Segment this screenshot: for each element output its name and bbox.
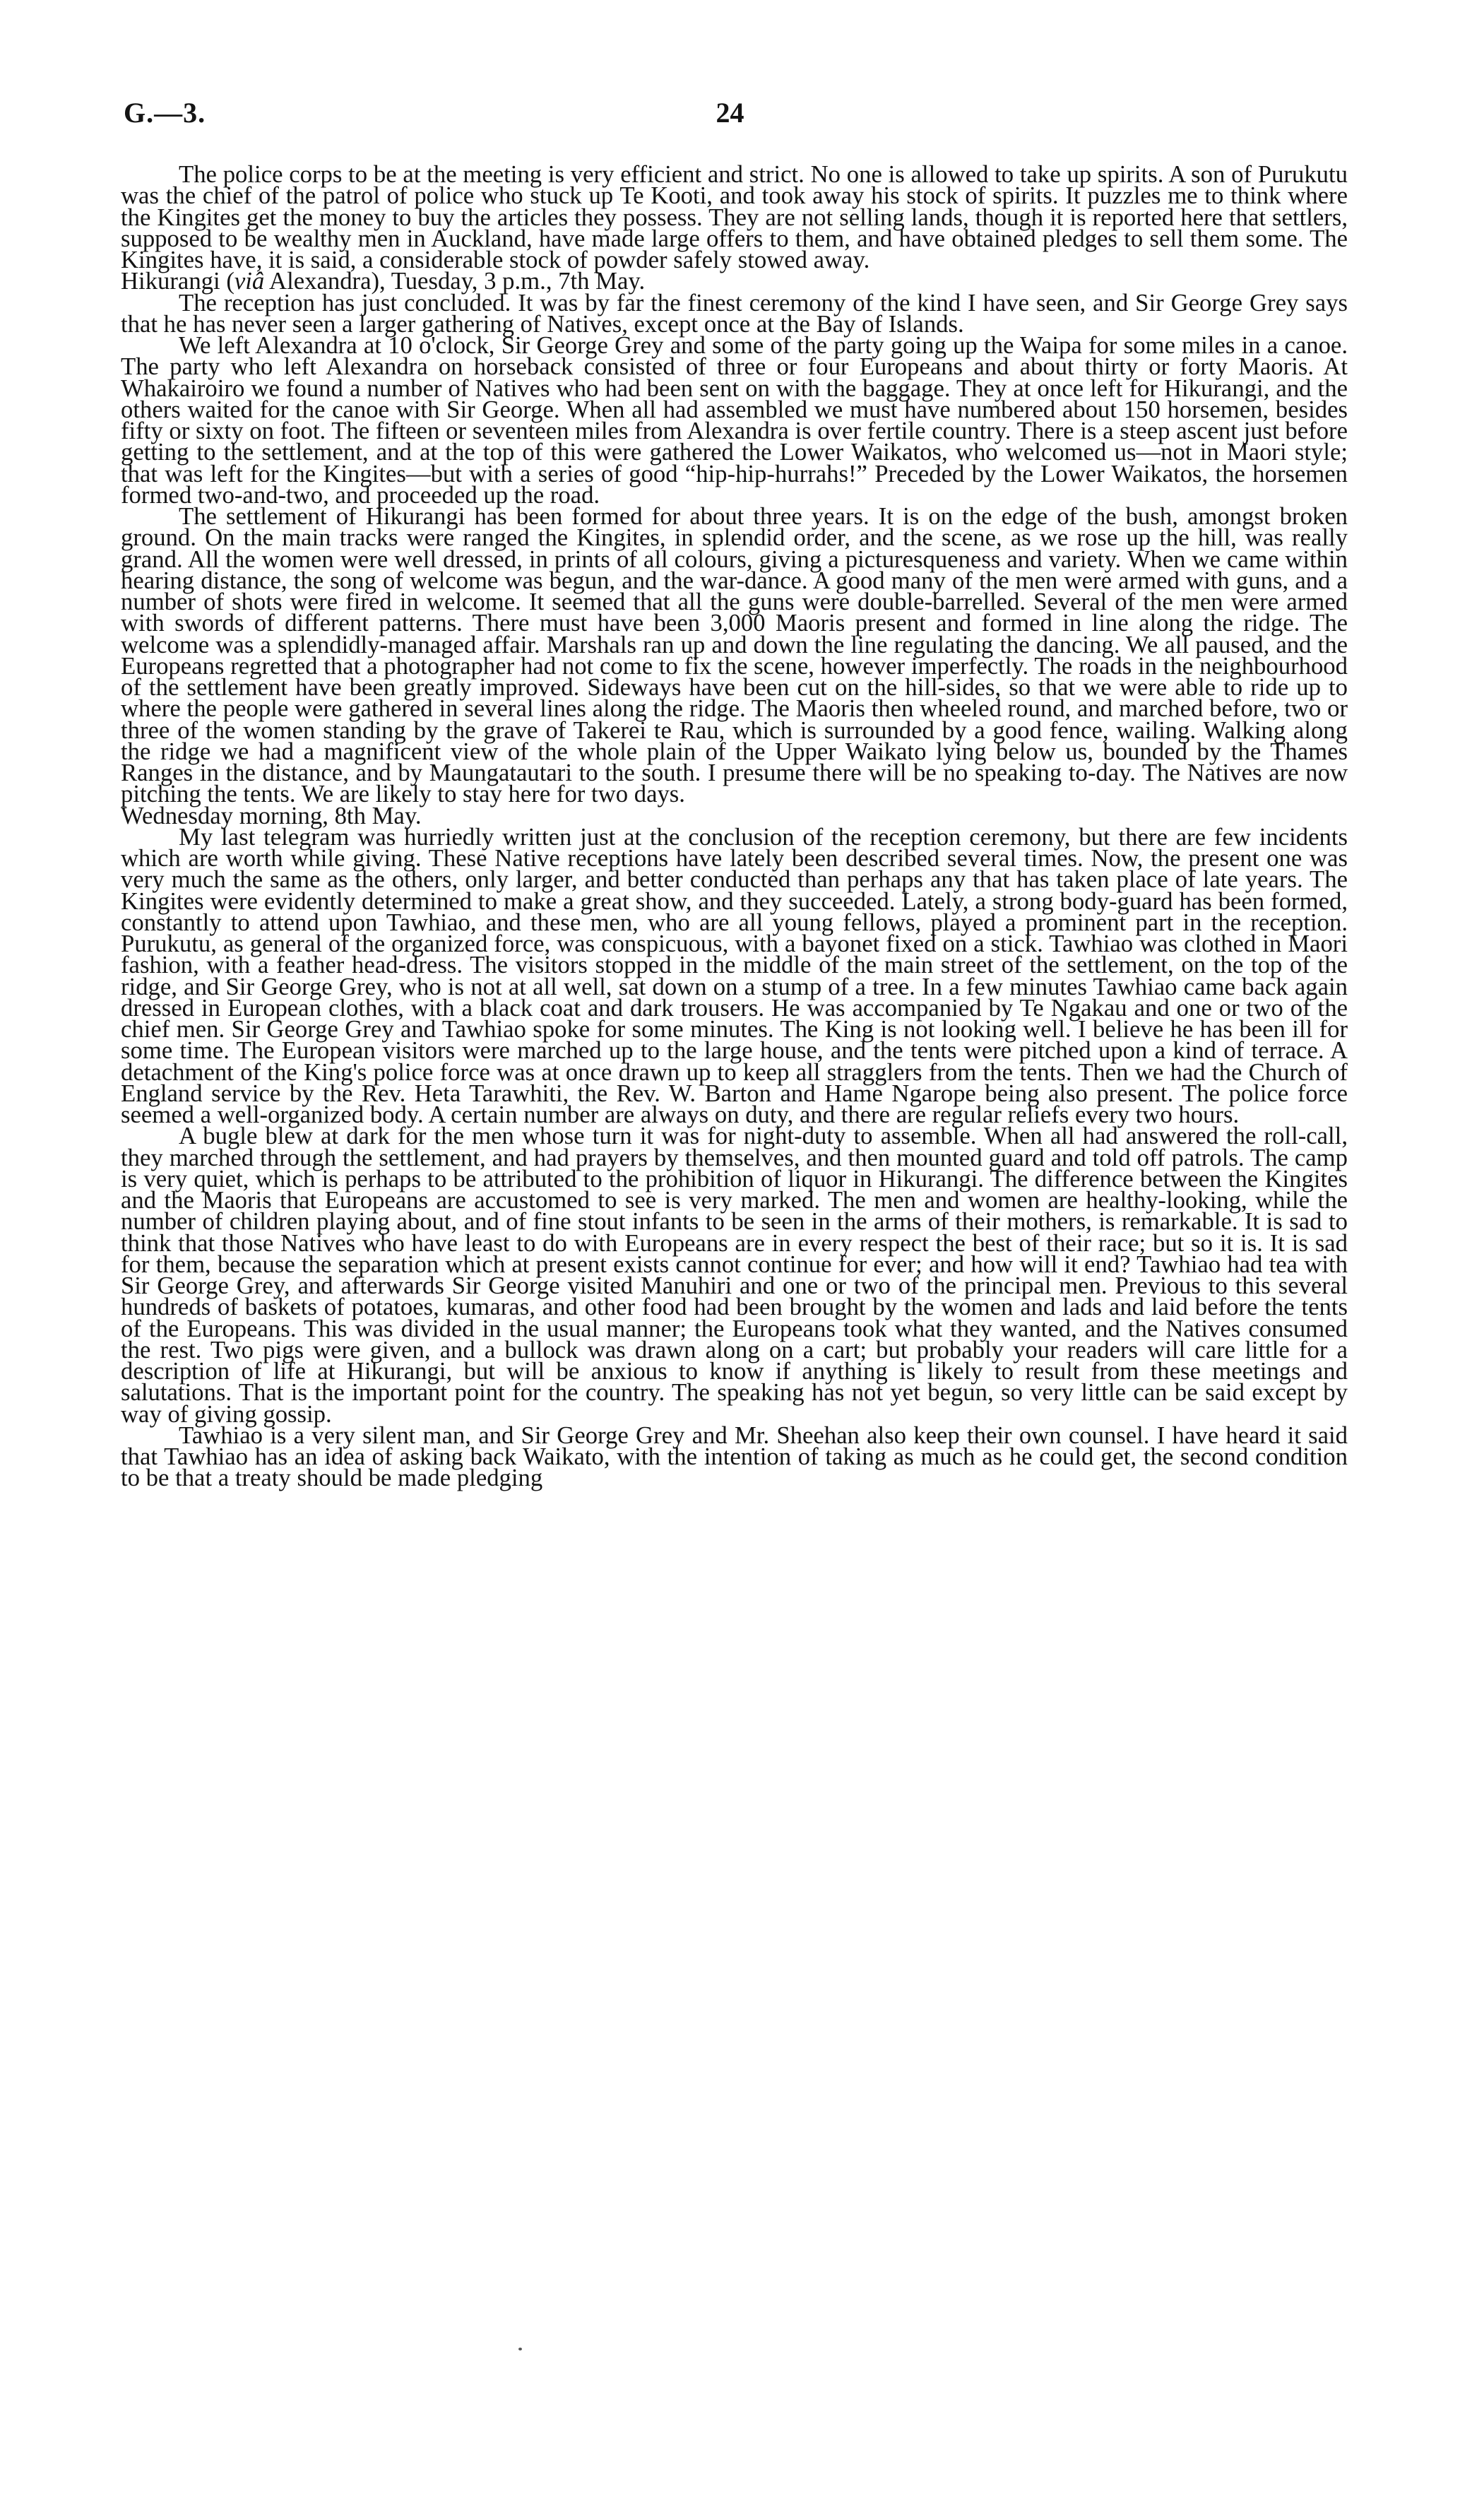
paragraph: We left Alexandra at 10 o'clock, Sir George Grey and some of the party going up the Waipa for some miles in a canoe. The party who left Alexandra on horseback consisted of three or four Europeans and about thirty or forty Maoris. At Whakairoiro we found a number of Natives who had been sent on with the baggage. They at once left for Hikurangi, and the others waited for the canoe with Sir George. When all had assembled we must have numbered about 150 horsemen, besides fifty or sixty on foot. The fifteen or seventeen miles from Alexandra is over fertile country. There is a steep ascent just before getting to the settlement, and at the top of this were gathered the Lower Waikatos, who welcomed us—not in Maori style; that was left for the Kingites—but with a series of good “hip-hip-hurrahs!” Preceded by the Lower Waikatos, the horsemen formed two-and-two, and proceeded up the road. [121,331,1348,509]
dateline-via: viâ [234,267,265,295]
page-header [124,96,1336,138]
dateline-time: Alexandra), Tuesday, 3 p.m., 7th May. [264,267,646,295]
paragraph: A bugle blew at dark for the men whose turn it was for night-duty to assemble. When all had answered the roll-call, they marched through the settlement, and had prayers by themselves, and then mounted guard and told off patrols. The camp is very quiet, which is perhaps to be attributed to the prohibition of liquor in Hikurangi. The difference between the Kingites and the Maoris that Europeans are accustomed to see is very marked. The men and women are healthy-looking, while the number of children playing about, and of fine stout infants to be seen in the arms of their mothers, is remarkable. It is sad to think that those Natives who have least to do with Europeans are in every respect the best of their race; but so it is. It is sad for them, because the separation which at present exists cannot continue for ever; and how will it end? Tawhiao had tea with Sir George Grey, and afterwards Sir George visited Manuhiri and one or two of the principal men. Previous to this several hundreds of baskets of potatoes, kumaras, and other food had been brought by the women and lads and laid before the tents of the Europeans. This was divided in the usual manner; the Europeans took what they wanted, and the Natives consumed the rest. Two pigs were given, and a bullock was drawn along on a cart; but probably your readers will care little for a description of life at Hikurangi, but will be anxious to know if anything is likely to result from these meetings and salutations. That is the important point for the country. The speaking has not yet begun, so very little can be said except by way of giving gossip. [121,1122,1348,1428]
dateline: Wednesday morning, 8th May. [121,801,422,829]
page-number: 24 [716,97,744,129]
dateline-place: Hikurangi ( [121,267,235,295]
page-dot-mark [518,2348,522,2350]
paragraph: Tawhiao is a very silent man, and Sir George Grey and Mr. Sheehan also keep their own counsel. I have heard it said that Tawhiao has an idea of asking back Waikato, with the intention of taking as much as he could get, the second condition to be that a treaty should be made pledging [121,1421,1348,1492]
paragraph: My last telegram was hurriedly written just at the conclusion of the reception ceremony, but there are few incidents which are worth while giving. These Native receptions have lately been described several times. Now, the present one was very much the same as the others, only larger, and better conducted than perhaps any that has taken place of late years. The Kingites were evidently determined to make a great show, and they succeeded. Lately, a strong body-guard has been formed, constantly to attend upon Tawhiao, and these men, who are all young fellows, played a prominent part in the reception. Purukutu, as general of the organized force, was conspicuous, with a bayonet fixed on a stick. Tawhiao was clothed in Maori fashion, with a feather head-dress. The visitors stopped in the middle of the main street of the settlement, on the top of the ridge, and Sir George Grey, who is not at all well, sat down on a stump of a tree. In a few minutes Tawhiao came back again dressed in European clothes, with a black coat and dark trousers. He was accompanied by Te Ngakau and one or two of the chief men. Sir George Grey and Tawhiao spoke for some minutes. The King is not looking well. I believe he has been ill for some time. The European visitors were marched up to the large house, and the tents were pitched upon a kind of terrace. A detachment of the King's police force was at once drawn up to keep all stragglers from the tents. Then we had the Church of England service by the Rev. Heta Tarawhiti, the Rev. W. Barton and Hame Ngarope being also present. The police force seemed a well-organized body. A certain number are always on duty, and there are regular reliefs every two hours. [121,822,1348,1128]
paragraph: The settlement of Hikurangi has been formed for about three years. It is on the edge of the bush, amongst broken ground. On the main tracks were ranged the Kingites, in splendid order, and the scene, as we rose up the hill, was really grand. All the women were well dressed, in prints of all colours, giving a picturesqueness and variety. When we came within hearing distance, the song of welcome was begun, and the war-dance. A good many of the men were armed with guns, and a number of shots were fired in welcome. It seemed that all the guns were double-barrelled. Several of the men were armed with swords of different patterns. There must have been 3,000 Maoris present and formed in line along the ridge. The welcome was a splendidly-managed affair. Marshals ran up and down the line regulating the dancing. We all paused, and the Europeans regretted that a photographer had not come to fix the scene, however imperfectly. The roads in the neighbourhood of the settlement have been greatly improved. Sideways have been cut on the hill-sides, so that we were able to ride up to where the people were gathered in several lines along the ridge. The Maoris then wheeled round, and marched before, two or three of the women standing by the grave of Takerei te Rau, which is surrounded by a good fence, wailing. Walking along the ridge we had a magnificent view of the whole plain of the Upper Waikato lying below us, bounded by the Thames Ranges in the distance, and by Maungatautari to the south. I presume there will be no speaking to-day. The Natives are now pitching the tents. We are likely to stay here for two days. [121,502,1348,808]
document-body [121,160,1348,1492]
document-id: G.—3. [124,97,206,129]
paragraph: The police corps to be at the meeting is very efficient and strict. No one is allowed to take up spirits. A son of Purukutu was the chief of the patrol of police who stuck up Te Kooti, and took away his stock of spirits. It puzzles me to think where the Kingites get the money to buy the articles they possess. They are not selling lands, though it is reported here that settlers, supposed to be wealthy men in Auckland, have made large offers to them, and have obtained pledges to sell them some. The Kingites have, it is said, a considerable stock of powder safely stowed away. [121,160,1348,273]
paragraph: The reception has just concluded. It was by far the finest ceremony of the kind I have seen, and Sir George Grey says that he has never seen a larger gathering of Natives, except once at the Bay of Islands. [121,288,1348,338]
